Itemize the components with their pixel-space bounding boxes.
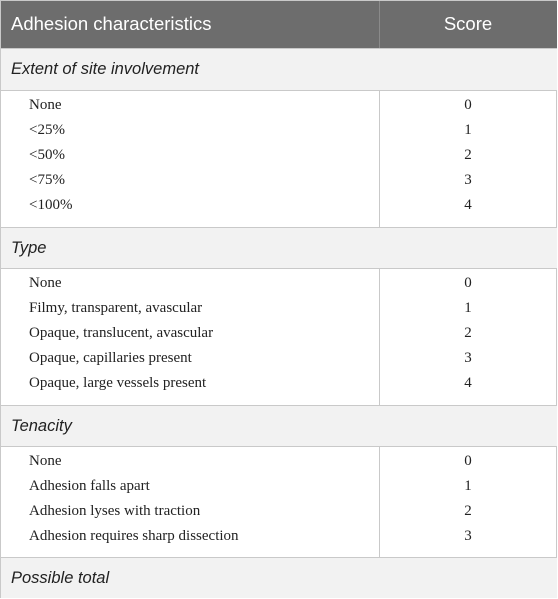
row-label: Adhesion falls apart <box>29 478 150 494</box>
row-score: 0 <box>464 97 472 113</box>
section-title: Extent of site involvement <box>11 60 200 78</box>
row-score: 0 <box>464 453 472 469</box>
row-label: Opaque, translucent, avascular <box>29 325 214 341</box>
header-score: Score <box>443 13 493 34</box>
row-label: None <box>29 453 62 469</box>
section-header-extent <box>1 48 557 91</box>
table-row <box>1 118 557 143</box>
table-row <box>1 296 557 321</box>
row-score: 3 <box>464 350 472 366</box>
table-row <box>1 143 557 168</box>
row-label: Filmy, transparent, avascular <box>29 300 203 316</box>
table-row <box>1 321 557 346</box>
row-score: 1 <box>464 122 472 138</box>
section-header-tenacity <box>1 405 557 447</box>
section-header-type <box>1 227 557 269</box>
section-body-type <box>1 269 557 405</box>
row-score: 1 <box>464 478 472 494</box>
row-label: <50% <box>29 147 65 163</box>
row-score: 2 <box>464 325 472 341</box>
row-label: Adhesion requires sharp dissection <box>29 528 239 544</box>
table-row <box>1 271 557 296</box>
row-label: <100% <box>29 197 73 213</box>
row-label: None <box>29 275 62 291</box>
row-label: Adhesion lyses with traction <box>29 503 201 519</box>
table-row <box>1 93 557 118</box>
section-title: Tenacity <box>11 417 72 435</box>
row-score: 0 <box>464 275 472 291</box>
row-score: 3 <box>464 172 472 188</box>
table-row <box>1 193 557 218</box>
row-score: 2 <box>464 147 472 163</box>
row-label: Opaque, capillaries present <box>29 350 192 366</box>
row-label: Opaque, large vessels present <box>29 375 207 391</box>
table-row <box>1 449 557 474</box>
row-score: 4 <box>464 375 472 391</box>
section-body-tenacity <box>1 447 557 557</box>
section-title: Type <box>11 239 47 257</box>
footer-label: Possible total <box>11 569 110 587</box>
table-header <box>1 1 557 48</box>
row-score: 3 <box>464 528 472 544</box>
table-row <box>1 371 557 396</box>
table-row <box>1 168 557 193</box>
footer-possible-total <box>1 557 557 598</box>
row-score: 1 <box>464 300 472 316</box>
row-score: 2 <box>464 503 472 519</box>
table-row <box>1 499 557 524</box>
header-characteristics: Adhesion characteristics <box>11 13 212 34</box>
section-body-extent <box>1 91 557 227</box>
table-row <box>1 524 557 549</box>
table-row <box>1 346 557 371</box>
table-row <box>1 474 557 499</box>
row-label: None <box>29 97 62 113</box>
row-score: 4 <box>464 197 472 213</box>
row-label: <75% <box>29 172 65 188</box>
row-label: <25% <box>29 122 65 138</box>
